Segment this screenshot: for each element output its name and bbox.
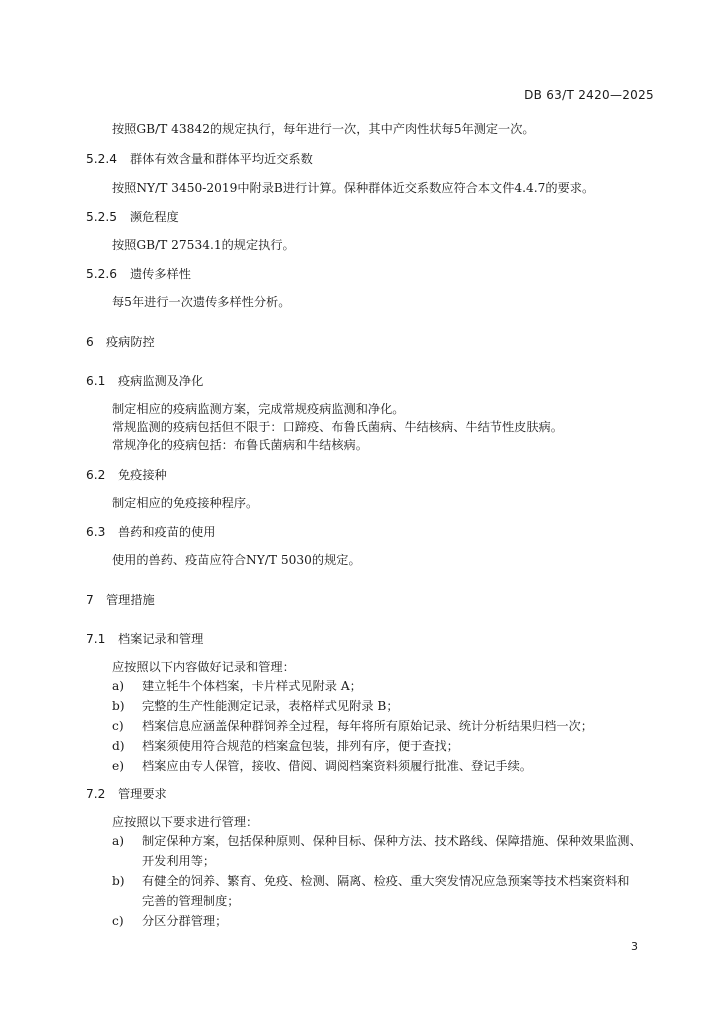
section-title: 疫病监测及净化 [118,374,204,388]
section-heading-7-2 [86,785,167,802]
list-label: c) [112,719,124,733]
section-number: 6.1 [86,374,106,388]
section-heading-5-2-4 [86,150,313,167]
paragraph: 应按照以下内容做好记录和管理： [112,660,295,674]
list-item [112,737,459,754]
list-item-continuation: 完善的管理制度； [142,894,240,908]
section-title: 遗传多样性 [130,267,191,281]
section-number: 6.3 [86,525,106,539]
list-text: 有健全的饲养、繁育、免疫、检测、隔离、检疫、重大突发情况应急预案等技术档案资料和 [142,874,630,888]
document-id-header: DB 63/T 2420—2025 [524,88,654,102]
list-item [112,832,642,849]
section-heading-5-2-5 [86,208,179,225]
list-label: c) [112,914,124,928]
paragraph: 常规净化的疫病包括：布鲁氏菌病和牛结核病。 [112,438,368,452]
list-text: 档案信息应涵盖保种群饲养全过程，每年将所有原始记录、统计分析结果归档一次； [142,719,593,733]
section-title: 兽药和疫苗的使用 [118,525,216,539]
list-item [112,697,399,714]
section-number: 5.2.4 [86,152,118,166]
section-heading-6-1 [86,372,203,389]
list-item [112,757,532,774]
list-text: 档案应由专人保管，接收、借阅、调阅档案资料须履行批准、登记手续。 [142,759,532,773]
list-text: 建立牦牛个体档案，卡片样式见附录 A； [142,679,362,693]
list-label: e) [112,759,124,773]
section-title: 管理措施 [106,593,155,607]
section-title: 群体有效含量和群体平均近交系数 [130,152,313,166]
list-label: b) [112,874,125,888]
paragraph: 按照GB/T 43842的规定执行，每年进行一次，其中产肉性状每5年测定一次。 [112,122,535,136]
list-text: 档案须使用符合规范的档案盒包装，排列有序，便于查找； [142,739,459,753]
section-heading-7 [86,591,155,608]
section-number: 7.1 [86,632,106,646]
section-title: 濒危程度 [130,210,179,224]
list-label: b) [112,699,125,713]
list-text: 分区分群管理； [142,914,228,928]
section-heading-6-3 [86,523,216,540]
paragraph: 每5年进行一次遗传多样性分析。 [112,295,291,309]
list-item [112,717,593,734]
section-heading-7-1 [86,630,203,647]
list-label: a) [112,834,125,848]
list-item [112,872,630,889]
section-title: 档案记录和管理 [118,632,204,646]
list-label: d) [112,739,125,753]
list-label: a) [112,679,125,693]
list-item [112,912,227,929]
section-number: 6 [86,335,94,349]
list-item-continuation: 开发利用等； [142,854,216,868]
list-text: 完整的生产性能测定记录，表格样式见附录 B； [142,699,399,713]
section-number: 5.2.5 [86,210,118,224]
paragraph: 制定相应的免疫接种程序。 [112,496,259,510]
section-number: 7.2 [86,787,106,801]
list-text: 制定保种方案，包括保种原则、保种目标、保种方法、技术路线、保障措施、保种效果监测、 [142,834,642,848]
paragraph: 按照GB/T 27534.1的规定执行。 [112,238,295,252]
section-title: 疫病防控 [106,335,155,349]
section-heading-5-2-6 [86,265,191,282]
paragraph: 按照NY/T 3450-2019中附录B进行计算。保种群体近交系数应符合本文件4.4.7的要求。 [112,181,595,195]
list-item [112,677,362,694]
section-title: 免疫接种 [118,468,167,482]
section-number: 6.2 [86,468,106,482]
page-number: 3 [631,940,638,953]
paragraph: 使用的兽药、疫苗应符合NY/T 5030的规定。 [112,553,361,567]
section-number: 7 [86,593,94,607]
paragraph: 应按照以下要求进行管理： [112,815,259,829]
section-heading-6-2 [86,466,167,483]
paragraph: 制定相应的疫病监测方案，完成常规疫病监测和净化。 [112,402,405,416]
paragraph: 常规监测的疫病包括但不限于：口蹄疫、布鲁氏菌病、牛结核病、牛结节性皮肤病。 [112,420,563,434]
section-title: 管理要求 [118,787,167,801]
section-heading-6 [86,333,155,350]
section-number: 5.2.6 [86,267,118,281]
